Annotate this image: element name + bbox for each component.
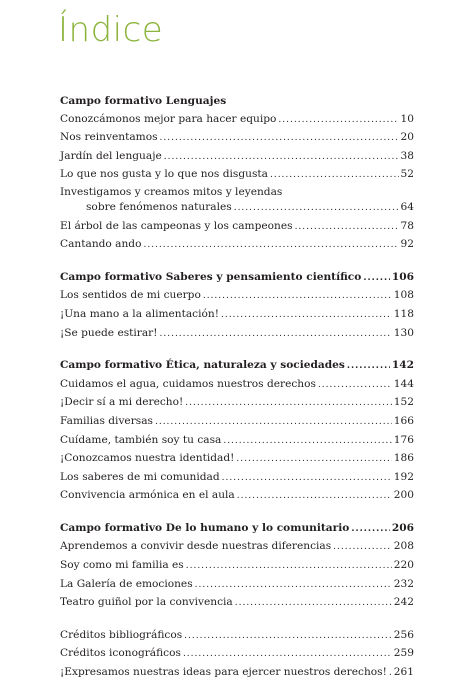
dot-leader [295, 218, 399, 237]
dot-leader [333, 538, 392, 557]
section-heading-label: Campo formativo Ética, naturaleza y sociedades [60, 359, 345, 372]
dot-leader [237, 487, 392, 506]
toc-entry-page: 232 [393, 577, 414, 590]
toc-entry-page: 186 [393, 452, 414, 465]
section-heading[interactable] [60, 269, 414, 288]
dot-leader [235, 594, 392, 613]
toc-entry-page: 256 [393, 628, 414, 641]
toc-entry-page: 242 [393, 596, 414, 609]
toc-entry-label: Cuídame, también soy tu casa [60, 433, 222, 446]
toc-entry-page: 108 [393, 289, 414, 302]
section-heading[interactable] [60, 520, 414, 539]
section-heading[interactable] [60, 357, 414, 376]
dot-leader [223, 432, 391, 451]
toc-entry-page: 10 [400, 112, 414, 125]
table-of-contents [60, 93, 414, 697]
toc-entry[interactable] [60, 166, 414, 185]
toc-entry-page: 166 [393, 414, 414, 427]
dot-leader [234, 199, 399, 218]
section-heading-page: 106 [391, 270, 414, 283]
toc-entry[interactable] [60, 645, 414, 664]
toc-entry-page: 176 [393, 433, 414, 446]
dot-leader [278, 111, 398, 130]
dot-leader [351, 520, 390, 539]
toc-entry[interactable] [60, 218, 414, 237]
toc-entry[interactable] [60, 450, 414, 469]
dot-leader [389, 664, 392, 683]
toc-entry-label: Cantando ando [60, 238, 142, 251]
toc-entry-label: Conozcámonos mejor para hacer equipo [60, 112, 277, 125]
toc-section-saberes [60, 269, 414, 343]
toc-entry[interactable] [60, 538, 414, 557]
toc-entry-label: ¡Una mano a la alimentación! [60, 307, 219, 320]
section-heading-label: Campo formativo Saberes y pensamiento científico [60, 270, 362, 283]
toc-entry-label: Familias diversas [60, 414, 153, 427]
toc-entry-label: ¡Conozcamos nuestra identidad! [60, 452, 235, 465]
toc-entry-page: 144 [393, 377, 414, 390]
dot-leader [236, 450, 391, 469]
dot-leader [347, 357, 390, 376]
dot-leader [270, 166, 399, 185]
toc-entry-page: 261 [393, 666, 414, 679]
toc-entry-label: Soy como mi familia es [60, 559, 184, 572]
toc-entry-page: 152 [393, 396, 414, 409]
toc-entry[interactable] [60, 376, 414, 395]
toc-entry-label: Aprendemos a convivir desde nuestras diferencias [60, 540, 332, 553]
dot-leader [318, 376, 392, 395]
toc-entry-page: 130 [393, 326, 414, 339]
section-heading-page: 142 [391, 359, 414, 372]
toc-entry-label: sobre fenómenos naturales [86, 200, 232, 213]
section-heading-label: Campo formativo De lo humano y lo comunitario [60, 521, 350, 534]
dot-leader [185, 394, 392, 413]
dot-leader [221, 306, 392, 325]
toc-entry-page: 208 [393, 540, 414, 553]
dot-leader [143, 236, 398, 255]
dot-leader [155, 413, 392, 432]
page-title: Índice [58, 10, 164, 50]
toc-entry-label: Créditos bibliográficos [60, 628, 183, 641]
toc-entry-page: 220 [393, 559, 414, 572]
toc-entry-label: Cuidamos el agua, cuidamos nuestros derechos [60, 377, 316, 390]
toc-entry-label: Convivencia armónica en el aula [60, 489, 235, 502]
toc-entry-page: 78 [400, 219, 414, 232]
dot-leader [203, 287, 392, 306]
toc-entry[interactable] [60, 129, 414, 148]
toc-entry[interactable] [60, 432, 414, 451]
toc-entry[interactable] [60, 469, 414, 488]
toc-entry-label: Créditos iconográficos [60, 647, 181, 660]
toc-entry-label: Nos reinventamos [60, 131, 158, 144]
toc-entry-page: 118 [393, 307, 414, 320]
toc-entry-continuation[interactable] [60, 199, 414, 218]
toc-entry[interactable] [60, 236, 414, 255]
dot-leader [160, 129, 399, 148]
toc-entry-label: Los sentidos de mi cuerpo [60, 289, 201, 302]
dot-leader [160, 325, 392, 344]
toc-entry-page: 20 [400, 131, 414, 144]
dot-leader [184, 627, 392, 646]
toc-entry[interactable] [60, 111, 414, 130]
toc-entry[interactable] [60, 394, 414, 413]
toc-entry-page: 52 [400, 168, 414, 181]
toc-entry[interactable] [60, 413, 414, 432]
toc-section-creditos [60, 627, 414, 683]
toc-entry[interactable] [60, 306, 414, 325]
toc-entry-label: Teatro guiñol por la convivencia [60, 596, 233, 609]
toc-entry[interactable] [60, 287, 414, 306]
toc-entry[interactable] [60, 325, 414, 344]
dot-leader [222, 469, 392, 488]
toc-entry-page: 38 [400, 149, 414, 162]
dot-leader [195, 576, 392, 595]
toc-entry-first-line[interactable] [60, 185, 414, 199]
toc-entry[interactable] [60, 594, 414, 613]
section-heading-page: 206 [391, 521, 414, 534]
toc-entry-label: Jardín del lenguaje [60, 149, 162, 162]
toc-entry-label: Lo que nos gusta y lo que nos disgusta [60, 168, 268, 181]
toc-entry-label: ¡Se puede estirar! [60, 326, 158, 339]
toc-entry[interactable] [60, 664, 414, 683]
toc-entry-label: Los saberes de mi comunidad [60, 470, 220, 483]
toc-section-humano [60, 520, 414, 613]
toc-section-lenguajes [60, 93, 414, 255]
dot-leader [183, 645, 392, 664]
toc-entry-label: ¡Decir sí a mi derecho! [60, 396, 184, 409]
toc-entry-label: La Galería de emociones [60, 577, 193, 590]
dot-leader [363, 269, 390, 288]
toc-entry-page: 64 [400, 200, 414, 213]
toc-entry[interactable] [60, 557, 414, 576]
toc-entry-page: 259 [393, 647, 414, 660]
toc-section-etica [60, 357, 414, 506]
toc-entry-page: 92 [400, 238, 414, 251]
section-heading-label: Campo formativo Lenguajes [60, 95, 227, 107]
toc-entry[interactable] [60, 487, 414, 506]
toc-entry-label: ¡Expresamos nuestras ideas para ejercer nuestros derechos! [60, 666, 387, 679]
toc-entry-label: Investigamos y creamos mitos y leyendas [60, 185, 283, 198]
dot-leader [186, 557, 392, 576]
toc-entry-page: 192 [393, 470, 414, 483]
toc-entry-page: 200 [393, 489, 414, 502]
toc-entry[interactable] [60, 627, 414, 646]
section-heading [60, 93, 414, 111]
toc-entry[interactable] [60, 576, 414, 595]
dot-leader [164, 148, 399, 167]
toc-entry[interactable] [60, 148, 414, 167]
toc-entry-label: El árbol de las campeonas y los campeones [60, 219, 293, 232]
